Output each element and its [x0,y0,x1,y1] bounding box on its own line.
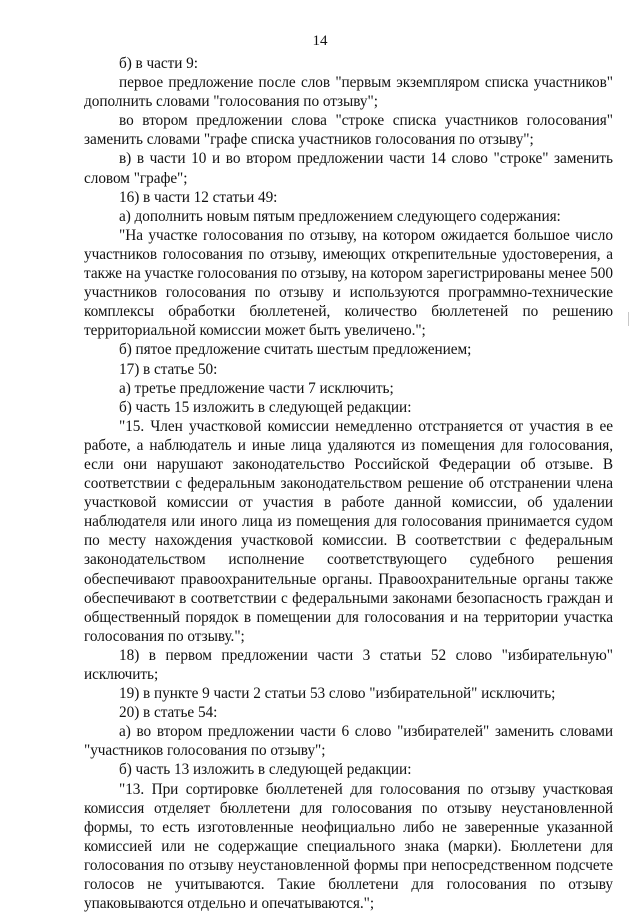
paragraph: 16) в части 12 статьи 49: [119,188,278,206]
paragraph: во втором предложении слова "строке списка участников голосования" заменить словами "графе списка участников голосования по отзыву"; [84,112,613,149]
paragraph: в) в части 10 и во втором предложении части 14 слово "строке" заменить словом "графе"; [84,150,613,187]
paragraph: б) часть 13 изложить в следующей редакции: [119,761,412,779]
paragraph: первое предложение после слов "первым экземпляром списка участников" дополнить словами "голосования по отзыву"; [84,74,613,111]
paragraph: 20) в статье 54: [119,704,218,722]
page-number: 14 [312,33,328,49]
quoted-paragraph: "13. При сортировке бюллетеней для голосования по отзыву участковая комиссия отделяет бюллетени для голосования по отзыву неустановленной формы, то есть изготовленные неофициально либо не заверенные указанной комиссией или не содержащие специального знака (марки). Бюллетени для голосования по отзыву неустановленной формы при непосредственном подсчете голосов не учитываются. Такие бюллетени для голосования по отзыву упаковываются отдельно и опечатываются."; [84,780,613,913]
quoted-paragraph: "На участке голосования по отзыву, на котором ожидается большое число участников голосования по отзыву, имеющих открепительные удостоверения, а также на участке голосования по отзыву, на котором зарегистрированы менее 500 участников голосования по отзыву и используются программно-технические комплексы обработки бюллетеней, количество бюллетеней по решению территориальной комиссии может быть увеличено."; [84,226,613,340]
paragraph: а) во втором предложении части 6 слово "избирателей" заменить словами "участников голосования по отзыву"; [84,723,613,760]
paragraph: б) часть 15 изложить в следующей редакции: [119,398,412,416]
paragraph: 18) в первом предложении части 3 статьи 52 слово "избирательную" исключить; [84,646,613,683]
document-body [84,54,613,913]
paragraph: 17) в статье 50: [119,360,218,378]
scan-edge-mark [628,312,629,326]
paragraph: а) дополнить новым пятым предложением следующего содержания: [119,207,561,225]
paragraph: б) пятое предложение считать шестым предложением; [119,341,472,359]
paragraph: 19) в пункте 9 части 2 статьи 53 слово "избирательной" исключить; [119,685,556,703]
quoted-paragraph: "15. Член участковой комиссии немедленно отстраняется от участия в ее работе, а наблюдатель и иные лица удаляются из помещения для голосования, если они нарушают законодательство Российской Федерации об отзыве. В соответствии с федеральным законодательством решение об отстранении члена участковой комиссии от участия в работе данной комиссии, об удалении наблюдателя или иного лица из помещения для голосования принимается судом по месту нахождения участковой комиссии. В соответствии с федеральным законодательством исполнение соответствующего судебного решения обеспечивают правоохранительные органы. Правоохранительные органы также обеспечивают в соответствии с федеральными законами безопасность граждан и общественный порядок в помещении для голосования и на территории участка голосования по отзыву."; [84,417,613,645]
paragraph: б) в части 9: [119,55,198,72]
paragraph: а) третье предложение части 7 исключить; [119,379,394,397]
